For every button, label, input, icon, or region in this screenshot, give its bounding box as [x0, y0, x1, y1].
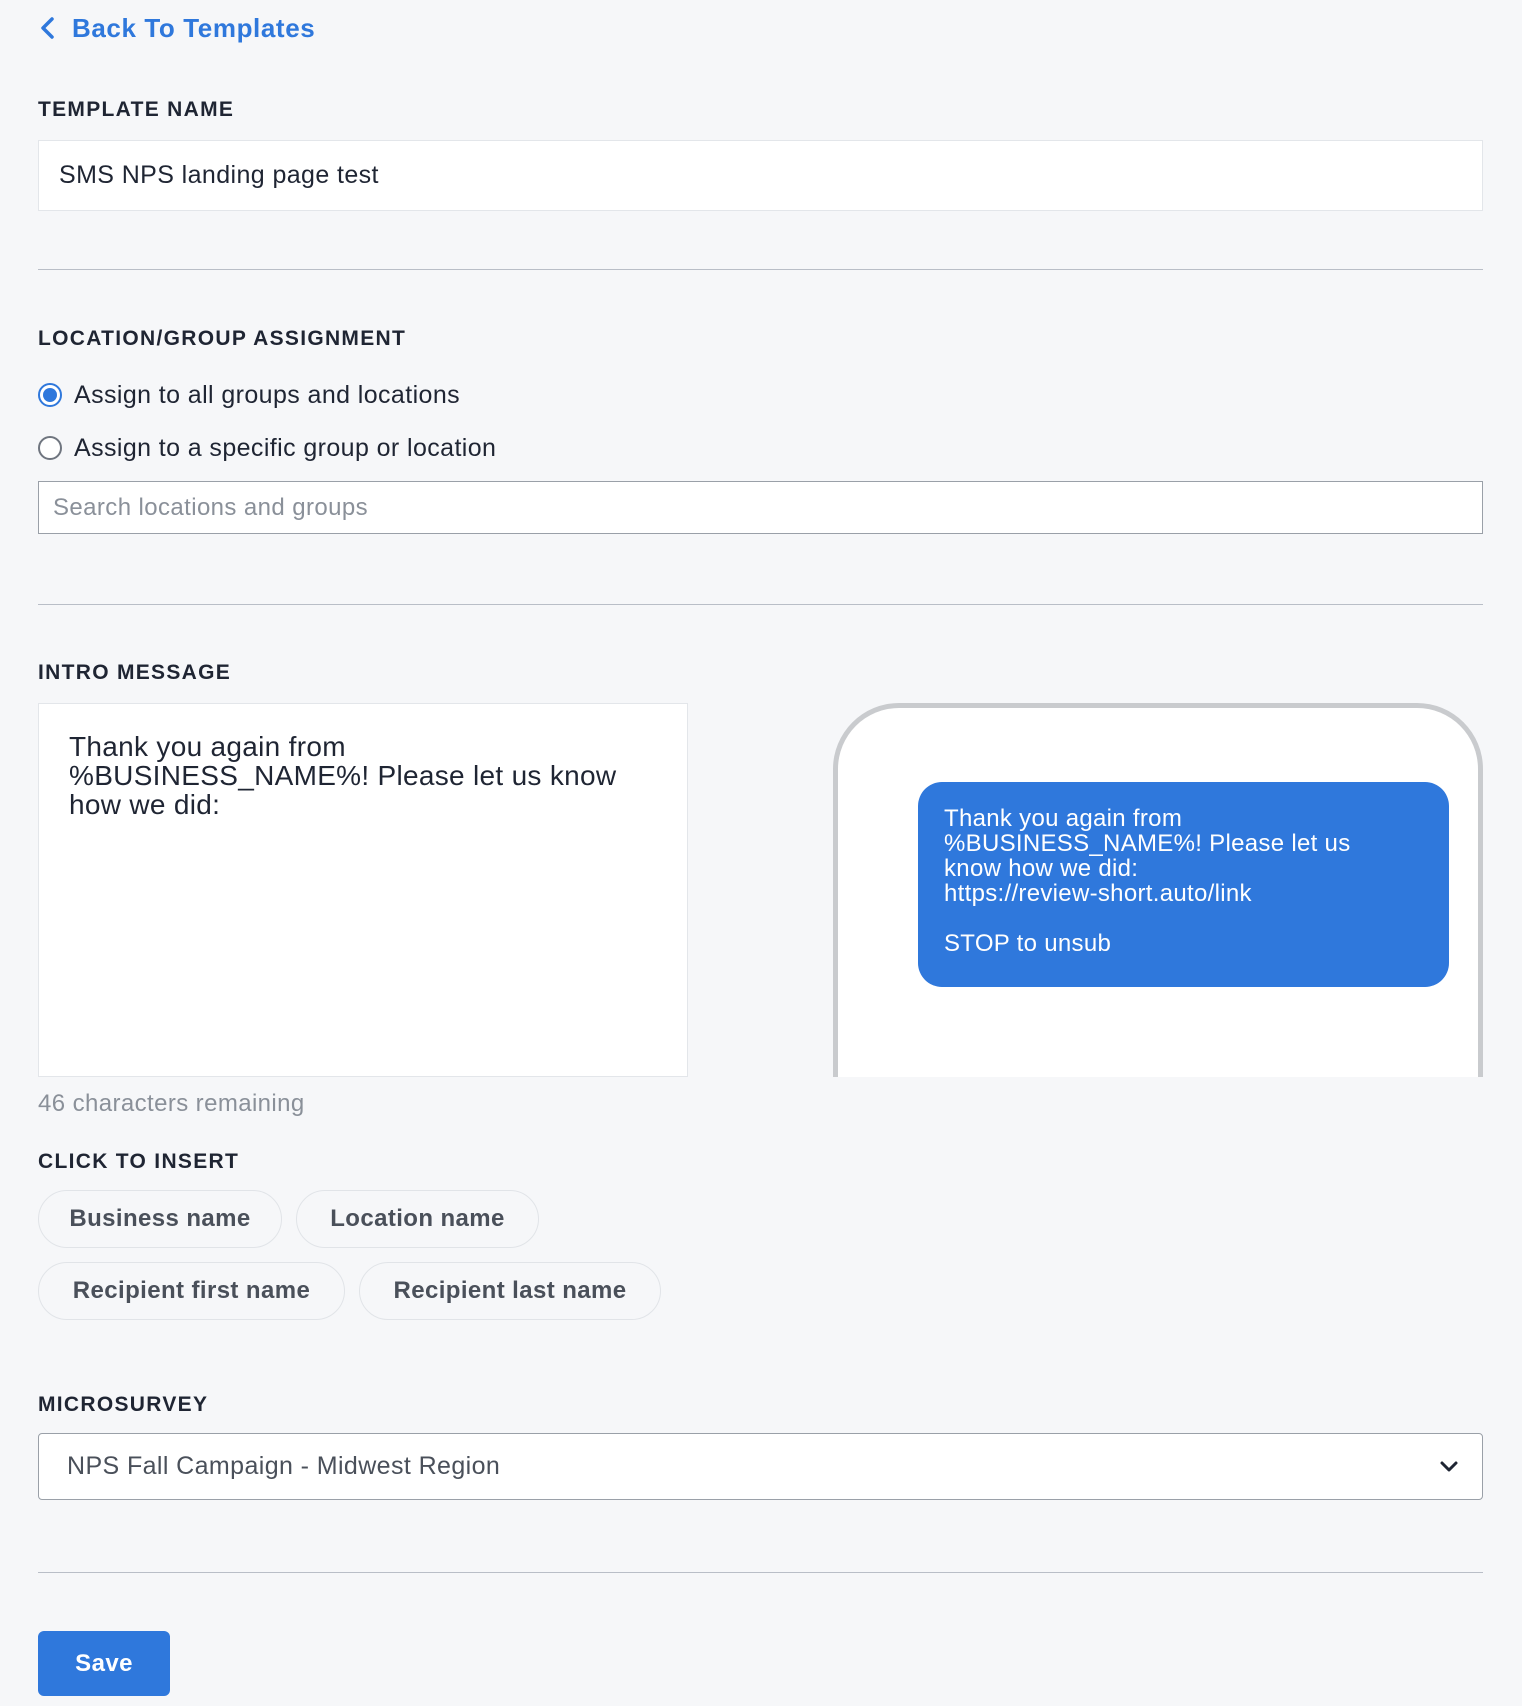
section-divider: [38, 269, 1483, 270]
section-divider: [38, 1572, 1483, 1573]
radio-specific-group[interactable]: [38, 428, 496, 468]
intro-message-line: how we did:: [69, 789, 221, 820]
click-to-insert-label: CLICK TO INSERT: [38, 1150, 240, 1173]
characters-remaining: 46 characters remaining: [38, 1090, 305, 1117]
sms-preview-bubble: [918, 782, 1449, 987]
radio-all-groups[interactable]: [38, 375, 460, 415]
radio-all-groups-label: Assign to all groups and locations: [74, 380, 461, 409]
chevron-left-icon: [38, 15, 58, 41]
save-button[interactable]: Save: [38, 1631, 170, 1696]
microsurvey-label: MICROSURVEY: [38, 1393, 209, 1416]
insert-location-name-chip[interactable]: Location name: [296, 1190, 539, 1248]
preview-unsub-text: STOP to unsub: [944, 930, 1112, 957]
location-search-placeholder: Search locations and groups: [53, 493, 368, 521]
radio-all-groups-control[interactable]: [38, 383, 62, 407]
intro-message-label: INTRO MESSAGE: [38, 661, 232, 684]
chevron-down-icon: [1438, 1456, 1460, 1478]
back-link-label: Back To Templates: [72, 12, 316, 43]
intro-message-line: Thank you again from: [69, 731, 346, 762]
back-to-templates-link[interactable]: [38, 10, 315, 46]
radio-specific-group-label: Assign to a specific group or location: [74, 433, 497, 462]
microsurvey-selected-value: NPS Fall Campaign - Midwest Region: [67, 1452, 501, 1480]
assignment-label: LOCATION/GROUP ASSIGNMENT: [38, 327, 407, 350]
template-name-input[interactable]: SMS NPS landing page test: [38, 140, 1483, 211]
radio-specific-group-control[interactable]: [38, 436, 62, 460]
preview-link: https://review-short.auto/link: [944, 880, 1252, 907]
intro-message-textarea[interactable]: [38, 703, 688, 1077]
preview-line: Thank you again from: [944, 805, 1183, 832]
location-search-input[interactable]: [38, 481, 1483, 534]
insert-business-name-chip[interactable]: Business name: [38, 1190, 282, 1248]
template-name-label: TEMPLATE NAME: [38, 98, 235, 121]
insert-recipient-first-name-chip[interactable]: Recipient first name: [38, 1262, 345, 1320]
insert-recipient-last-name-chip[interactable]: Recipient last name: [359, 1262, 661, 1320]
section-divider: [38, 604, 1483, 605]
intro-message-line: %BUSINESS_NAME%! Please let us know: [69, 760, 617, 791]
microsurvey-select[interactable]: [38, 1433, 1483, 1500]
preview-line: %BUSINESS_NAME%! Please let us: [944, 830, 1351, 857]
preview-line: know how we did:: [944, 855, 1139, 882]
